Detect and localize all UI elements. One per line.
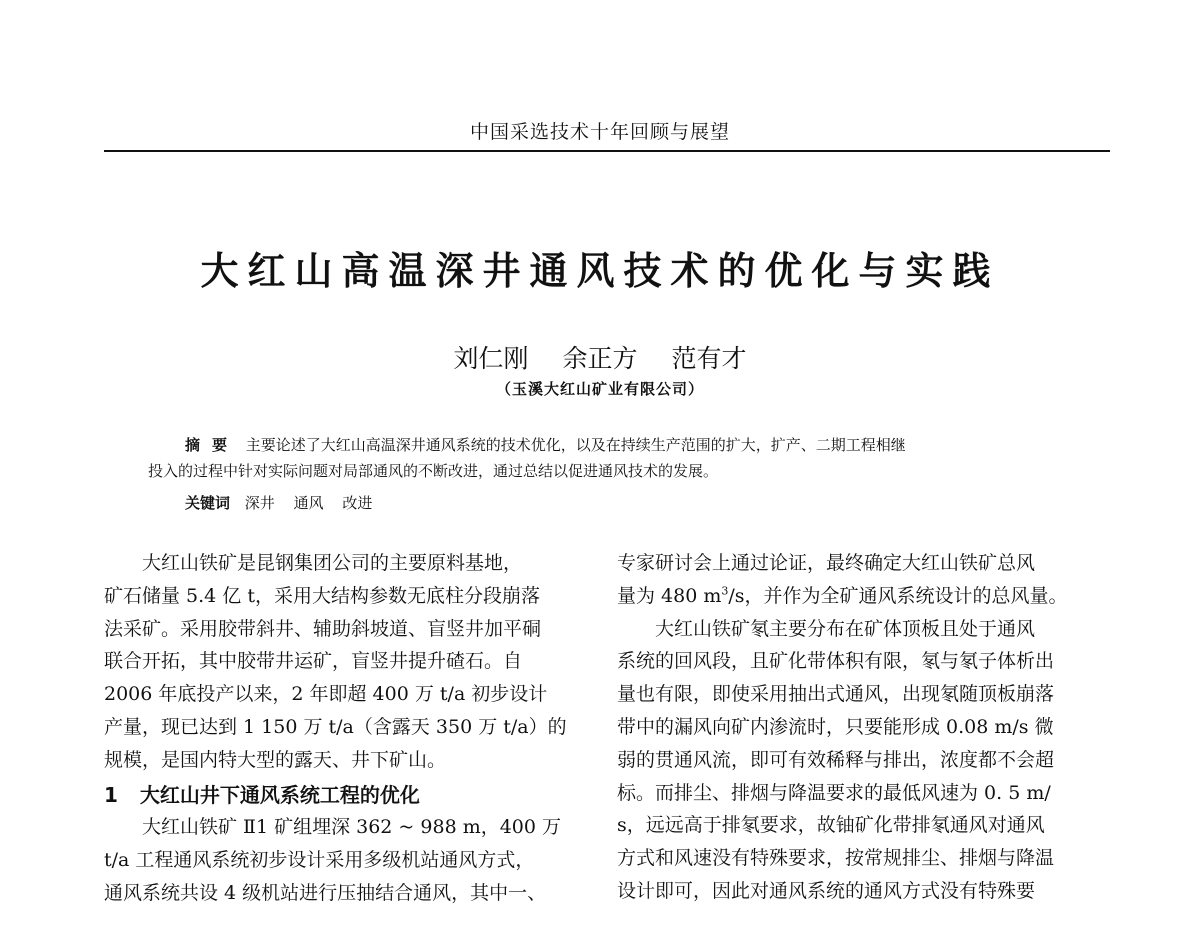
author-name: 余正方 — [562, 344, 638, 373]
text-fragment: 量为 480 m — [617, 584, 722, 607]
section-number: 1 — [104, 782, 118, 807]
text-line: 矿石储量 5.4 亿 t，采用大结构参数无底柱分段崩落 — [104, 584, 540, 607]
keywords-label: 关键词 — [185, 494, 231, 512]
abstract-label: 摘要 — [185, 436, 240, 454]
text-line: 专家研讨会上通过论证，最终确定大红山铁矿总风 — [617, 552, 1036, 574]
text-line: 系统的回风段，且矿化带体积有限，氡与氡子体析出 — [617, 650, 1055, 673]
keyword: 通风 — [293, 494, 324, 512]
text-line: 联合开拓，其中胶带井运矿，盲竖井提升碴石。自 — [104, 650, 523, 673]
abstract-line: 投入的过程中针对实际问题对局部通风的不断改进，通过总结以促进通风技术的发展。 — [148, 462, 719, 480]
text-line: 法采矿。采用胶带斜井、辅助斜坡道、盲竖井加平硐 — [104, 617, 542, 640]
authors — [0, 339, 1200, 375]
text-line: 带中的漏风向矿内渗流时，只要能形成 0.08 m/s 微 — [617, 715, 1054, 738]
affiliation: （玉溪大红山矿业有限公司） — [495, 380, 704, 398]
text-line: t/a 工程通风系统初步设计采用多级机站通风方式， — [104, 849, 535, 872]
paper-title: 大红山高温深井通风技术的优化与实践 — [200, 248, 1000, 293]
body-paragraph — [104, 547, 580, 777]
text-line: 方式和风速没有特殊要求，按常规排尘、排烟与降温 — [617, 847, 1055, 870]
abstract-line — [148, 432, 1058, 458]
left-column — [104, 547, 580, 910]
text-line: 量也有限，即使采用抽出式通风，出现氡随顶板崩落 — [617, 683, 1055, 706]
author-name: 刘仁刚 — [453, 344, 529, 373]
text-line: 规模，是国内特大型的露天、井下矿山。 — [104, 748, 447, 771]
text-line: 大红山铁矿是昆钢集团公司的主要原料基地， — [142, 552, 523, 574]
abstract-text: 主要论述了大红山高温深井通风系统的技术优化，以及在持续生产范围的扩大，扩产、二期工程相继 — [245, 436, 906, 454]
header-rule — [104, 150, 1110, 152]
author-name: 范有才 — [671, 344, 747, 373]
text-line — [617, 580, 1093, 613]
body-paragraph — [617, 547, 1093, 613]
keywords — [185, 492, 386, 513]
abstract — [148, 432, 1058, 484]
text-line: 标。而排尘、排烟与降温要求的最低风速为 0. 5 m/ — [617, 781, 1051, 804]
running-header: 中国采选技术十年回顾与展望 — [469, 121, 730, 143]
text-line: 设计即可，因此对通风系统的通风方式没有特殊要 — [617, 879, 1036, 902]
text-line: 2006 年底投产以来，2 年即超 400 万 t/a 初步设计 — [104, 683, 548, 706]
section-title: 大红山井下通风系统工程的优化 — [139, 782, 420, 807]
right-column — [617, 547, 1093, 908]
body-paragraph — [104, 811, 580, 909]
keyword: 深井 — [244, 494, 275, 512]
text-line: 通风系统共设 4 级机站进行压抽结合通风，其中一、 — [104, 881, 547, 904]
text-line: 大红山铁矿氡主要分布在矿体顶板且处于通风 — [655, 617, 1036, 640]
superscript: 3 — [721, 584, 729, 598]
text-line: s，远远高于排氡要求，故铀矿化带排氡通风对通风 — [617, 814, 1045, 837]
keyword: 改进 — [342, 494, 373, 512]
text-line: 产量，现已达到 1 150 万 t/a（含露天 350 万 t/a）的 — [104, 715, 567, 738]
text-fragment: /s，并作为全矿通风系统设计的总风量。 — [728, 584, 1068, 607]
text-line: 大红山铁矿 Ⅱ1 矿组埋深 362 ~ 988 m，400 万 — [142, 816, 562, 839]
body-paragraph — [617, 613, 1093, 908]
section-heading — [104, 779, 580, 812]
text-line: 弱的贯通风流，即可有效稀释与排出，浓度都不会超 — [617, 748, 1055, 771]
